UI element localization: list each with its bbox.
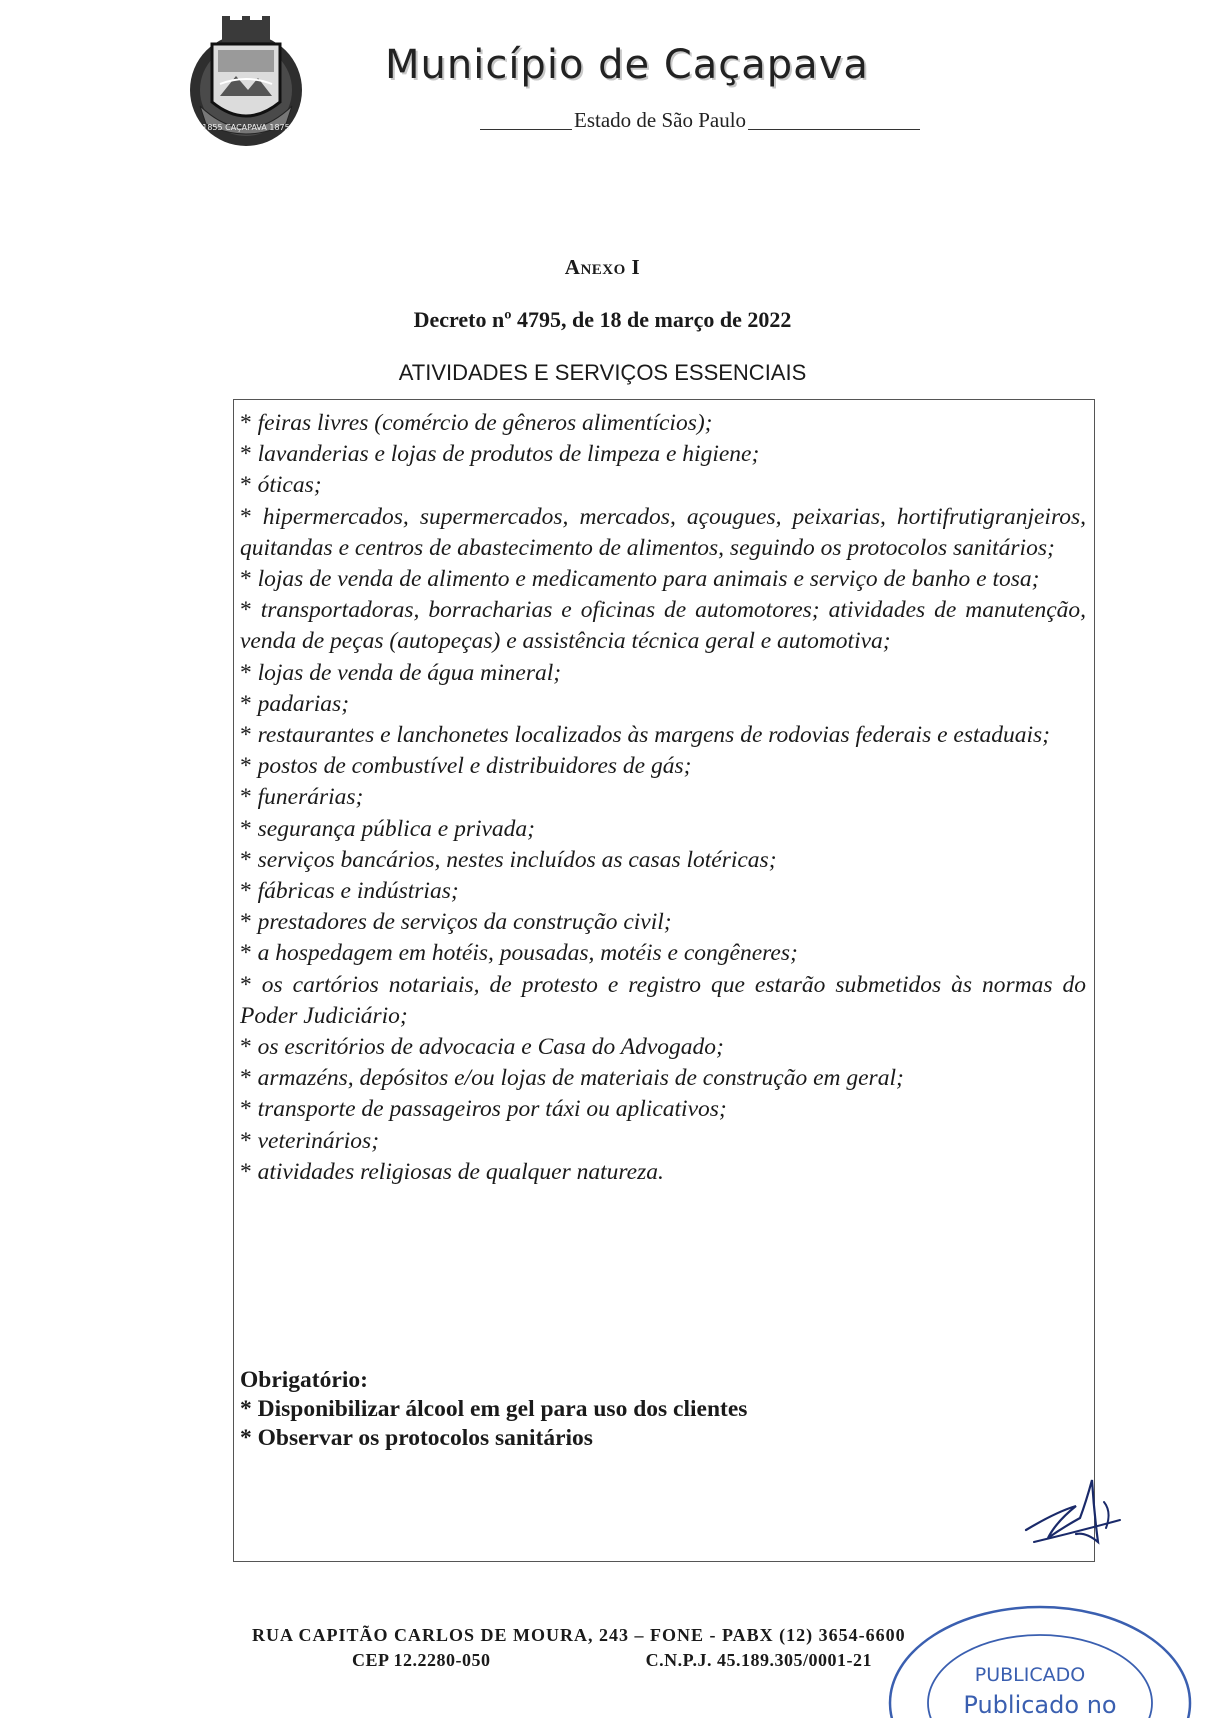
activity-item: * hipermercados, supermercados, mercados, açougues, peixarias, hortifrutigranjeiros, quitandas e centros de abastecimento de alimentos, seguindo os protocolos sanitários; (240, 502, 1086, 564)
footer-cep: CEP 12.2280-050 (352, 1650, 491, 1670)
stamp-line-1: PUBLICADO (974, 1664, 1086, 1686)
activities-list (234, 400, 1094, 1188)
footer-address: RUA CAPITÃO CARLOS DE MOURA, 243 – FONE - PABX (12) 3654-6600 (252, 1625, 906, 1645)
activity-item: * lojas de venda de alimento e medicamento para animais e serviço de banho e tosa; (240, 564, 1086, 595)
handwritten-signature (1016, 1472, 1136, 1554)
activity-item: * fábricas e indústrias; (240, 876, 1086, 907)
mandatory-list (240, 1395, 1080, 1453)
activity-item: * postos de combustível e distribuidores de gás; (240, 751, 1086, 782)
annex-title: Anexo I (564, 255, 641, 279)
stamp-line-2: Publicado no (963, 1691, 1117, 1718)
municipality-title: Município de Caçapava (385, 42, 869, 88)
svg-text:1855 CAÇAPAVA 1875: 1855 CAÇAPAVA 1875 (202, 123, 290, 132)
activity-item: * lojas de venda de água mineral; (240, 658, 1086, 689)
activity-item: * transportadoras, borracharias e oficinas de automotores; atividades de manutenção, venda de peças (autopeças) e assistência técnica geral e automotiva; (240, 595, 1086, 657)
municipal-coat-of-arms-icon (182, 14, 310, 150)
activity-item: * lavanderias e lojas de produtos de limpeza e higiene; (240, 439, 1086, 470)
activity-item: * prestadores de serviços da construção civil; (240, 907, 1086, 938)
state-subtitle (480, 108, 920, 133)
activity-item: * restaurantes e lanchonetes localizados às margens de rodovias federais e estaduais; (240, 720, 1086, 751)
mandatory-item: * Observar os protocolos sanitários (240, 1424, 1080, 1453)
decree-title: Decreto nº 4795, de 18 de março de 2022 (413, 307, 792, 332)
activities-box (233, 399, 1095, 1562)
activity-item: * serviços bancários, nestes incluídos as casas lotéricas; (240, 845, 1086, 876)
activity-item: * óticas; (240, 470, 1086, 501)
activity-item: * veterinários; (240, 1126, 1086, 1157)
mandatory-title: Obrigatório: (240, 1367, 368, 1393)
activity-item: * transporte de passageiros por táxi ou aplicativos; (240, 1094, 1086, 1125)
activity-item: * segurança pública e privada; (240, 814, 1086, 845)
mandatory-item: * Disponibilizar álcool em gel para uso dos clientes (240, 1395, 1080, 1424)
activity-item: * atividades religiosas de qualquer natureza. (240, 1157, 1086, 1188)
footer-cnpj: C.N.P.J. 45.189.305/0001-21 (645, 1650, 872, 1670)
activity-item: * funerárias; (240, 782, 1086, 813)
activity-item: * armazéns, depósitos e/ou lojas de materiais de construção em geral; (240, 1063, 1086, 1094)
activity-item: * padarias; (240, 689, 1086, 720)
section-title: ATIVIDADES E SERVIÇOS ESSENCIAIS (398, 360, 807, 385)
activity-item: * a hospedagem em hotéis, pousadas, motéis e congêneres; (240, 938, 1086, 969)
footer-ids (352, 1650, 872, 1671)
publication-stamp (880, 1595, 1205, 1718)
state-name: Estado de São Paulo (574, 108, 747, 132)
activity-item: * os cartórios notariais, de protesto e registro que estarão submetidos às normas do Poder Judiciário; (240, 970, 1086, 1032)
mandatory-section (240, 1366, 1080, 1453)
activity-item: * os escritórios de advocacia e Casa do Advogado; (240, 1032, 1086, 1063)
activity-item: * feiras livres (comércio de gêneros alimentícios); (240, 408, 1086, 439)
